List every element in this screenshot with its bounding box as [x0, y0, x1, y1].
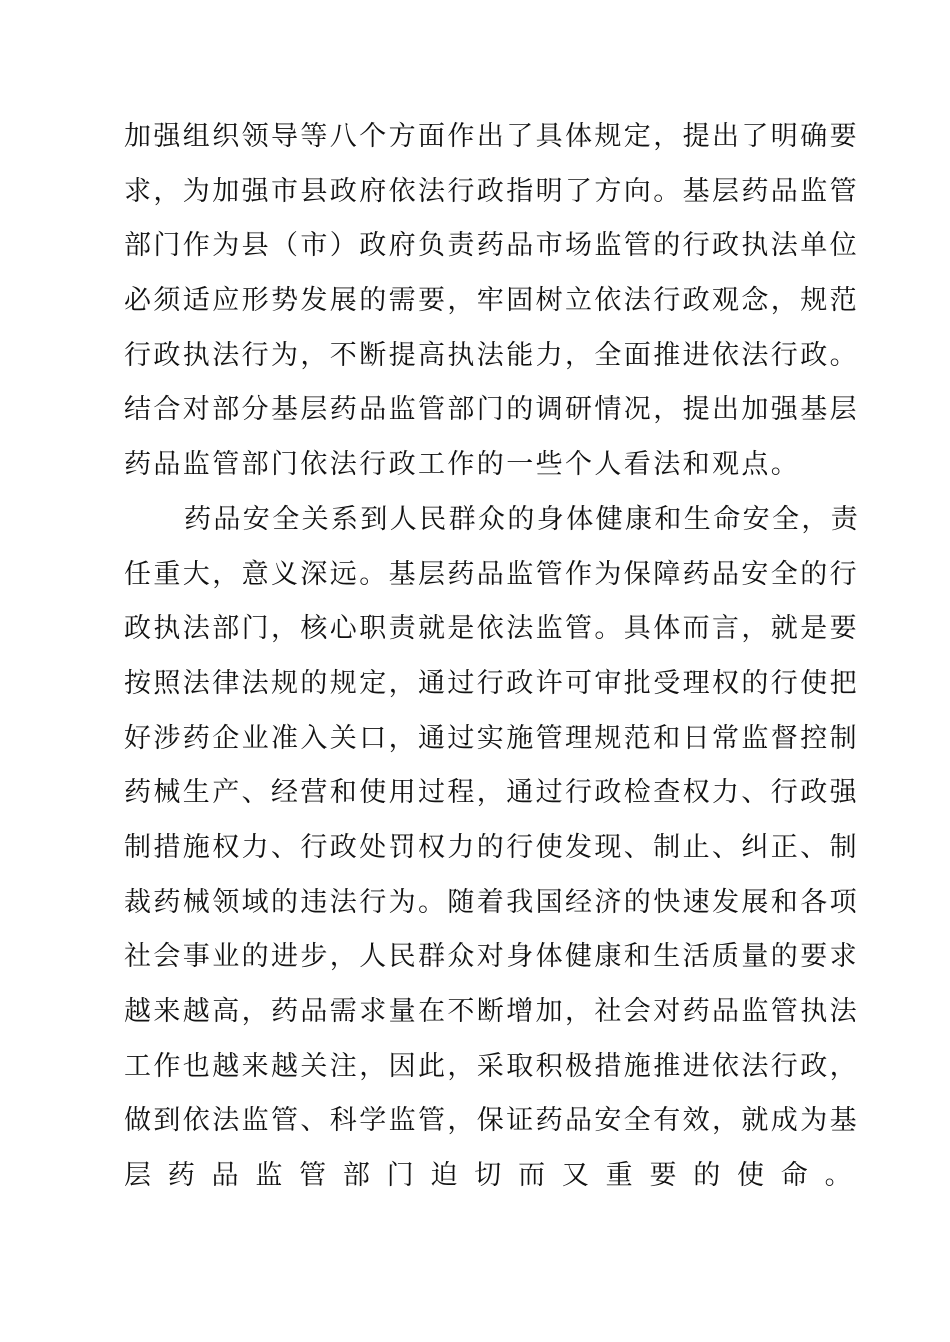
text-line: 任重大，意义深远。基层药品监管作为保障药品安全的行: [124, 558, 859, 590]
paragraph-2: [124, 493, 861, 1259]
document-body: [124, 110, 861, 1258]
text-line: 药品监管部门依法行政工作的一些个人看法和观点。: [124, 449, 801, 481]
text-line: 工作也越来越关注，因此，采取积极措施推进依法行政，: [124, 1050, 859, 1082]
text-line: 政执法部门，核心职责就是依法监管。具体而言，就是要: [124, 613, 859, 645]
paragraph-1: [124, 110, 859, 493]
text-line: 药品安全关系到人民群众的身体健康和生命安全，责: [184, 503, 861, 535]
text-line: 做到依法监管、科学监管，保证药品安全有效，就成为基: [124, 1105, 859, 1137]
text-line: 层药品监管部门迫切而又重要的使命。: [124, 1160, 854, 1192]
text-line: 社会事业的进步，人民群众对身体健康和生活质量的要求: [124, 941, 859, 973]
text-line: 按照法律法规的规定，通过行政许可审批受理权的行使把: [124, 667, 859, 699]
text-line: 裁药械领域的违法行为。随着我国经济的快速发展和各项: [124, 886, 859, 918]
text-line: 越来越高，药品需求量在不断增加，社会对药品监管执法: [124, 996, 859, 1027]
text-line: 好涉药企业准入关口，通过实施管理规范和日常监督控制: [124, 722, 859, 754]
text-line: 求，为加强市县政府依法行政指明了方向。基层药品监管: [124, 175, 859, 207]
text-line: 部门作为县（市）政府负责药品市场监管的行政执法单位: [124, 230, 859, 262]
text-line: 结合对部分基层药品监管部门的调研情况，提出加强基层: [124, 394, 859, 426]
text-line: 制措施权力、行政处罚权力的行使发现、制止、纠正、制: [124, 831, 859, 863]
text-line: 必须适应形势发展的需要，牢固树立依法行政观念，规范: [124, 285, 859, 317]
text-line: 药械生产、经营和使用过程，通过行政检查权力、行政强: [124, 777, 859, 809]
text-line: [124, 1204, 854, 1259]
text-line: 加强组织领导等八个方面作出了具体规定，提出了明确要: [124, 121, 859, 152]
text-line: 行政执法行为，不断提高执法能力，全面推进依法行政。: [124, 339, 859, 371]
